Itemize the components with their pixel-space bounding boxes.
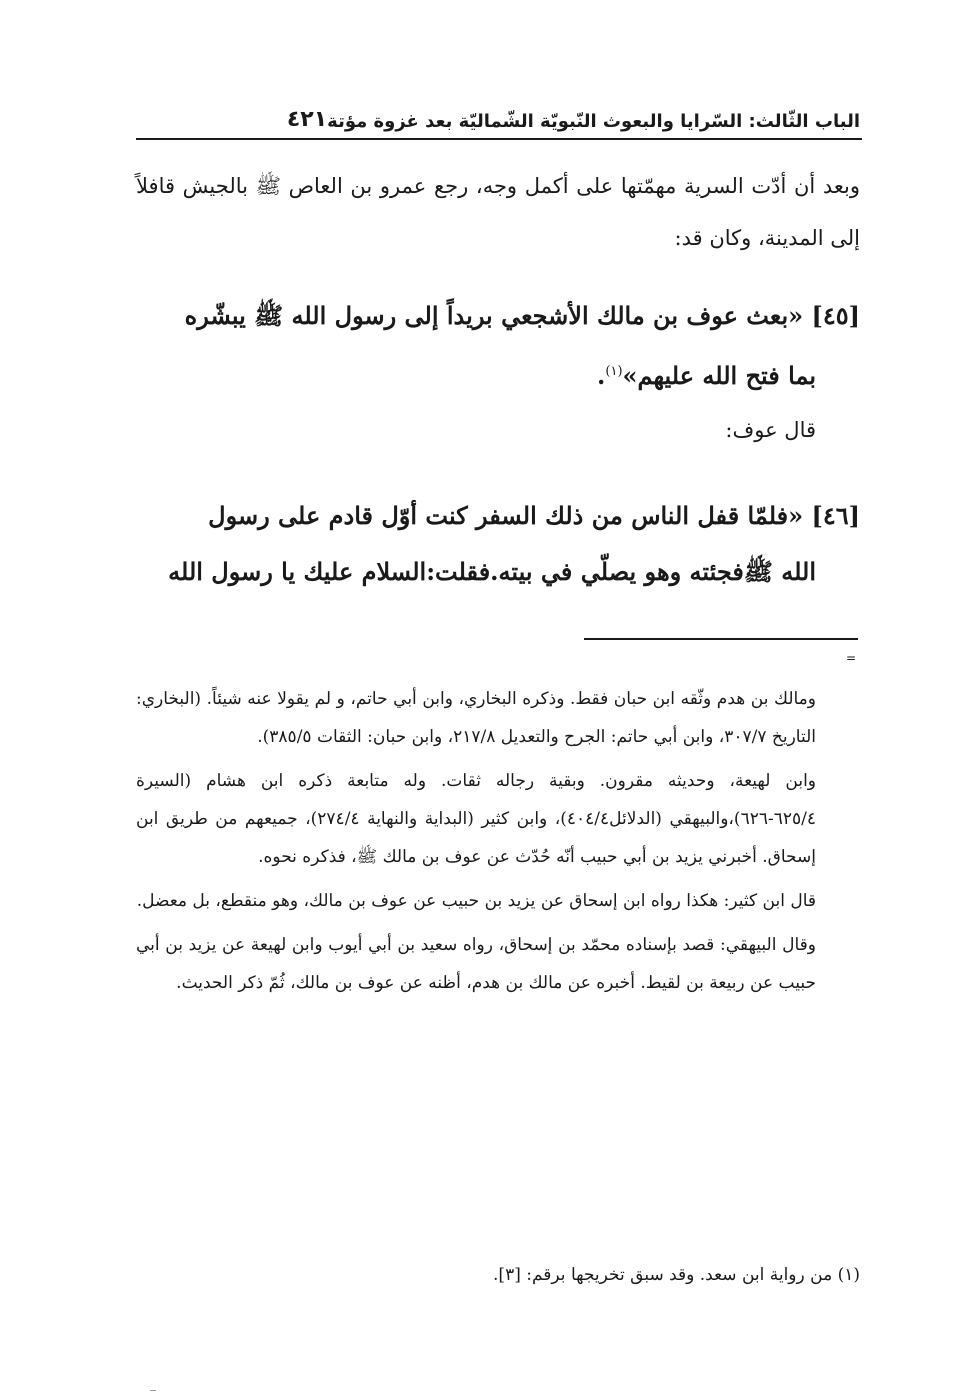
hadith-text-line1: «بعث عوف بن مالك الأشجعي بريداً إلى رسول الله ﷺ يبشّره [184, 301, 804, 330]
hadith-end: . [597, 361, 606, 390]
footnote-continued-mark: = [846, 651, 857, 665]
hadith-continuation [136, 344, 860, 404]
footnote-1-text: (١) من رواية ابن سعد. وقد سبق تخريجها برقم: [٣]. [493, 1265, 860, 1285]
footnote-paragraph: وابن لهيعة، وحديثه مقرون. وبقية رجاله ثقات. وله متابعة ذكره ابن هشام (السيرة ٦٢٥/٤-٦٢٦)،والبيهقي (الدلائل٤٠٤/٤)، وابن كثير (البداية والنهاية ٢٧٤/٤)، جميعهم من طريق ابن إسحاق. أخبرني يزيد بن أبي حبيب أنّه حُدّث عن عوف بن مالك ﷺ، فذكره نحوه. [136, 771, 816, 867]
chapter-title: الباب الثّالث: السّرايا والبعوث النّبويّة الشّماليّة بعد غزوة مؤتة [327, 111, 860, 132]
header-divider [136, 138, 862, 140]
hadith-46 [136, 488, 860, 600]
footnote-divider [584, 638, 858, 640]
footnote-paragraph: قال ابن كثير: هكذا رواه ابن إسحاق عن يزيد بن حبيب عن عوف بن مالك، وهو منقطع، بل معضل. [136, 891, 816, 911]
page-number: ٤٢١ [286, 107, 328, 132]
narrator-said-text: قال عوف: [725, 418, 816, 442]
hadith-text-line2: بما فتح الله عليهم» [622, 361, 816, 390]
hadith-45 [136, 288, 860, 404]
footnotes-block [136, 680, 816, 1008]
intro-paragraph [136, 160, 860, 264]
intro-text: وبعد أن أدّت السرية مهمّتها على أكمل وجه، رجع عمرو بن العاص ﷺ بالجيش قافلاً إلى المدينة، وكان قد: [136, 174, 860, 250]
footnote-paragraph: وقال البيهقي: قصد بإسناده محمّد بن إسحاق، رواه سعيد بن أبي أيوب وابن لهيعة عن يزيد بن أبي حبيب عن ربيعة بن لقيط. أخبره عن مالك بن هدم، أظنه عن عوف بن مالك، ثُمّ ذكر الحديث. [136, 935, 816, 993]
running-header [136, 92, 860, 132]
hadith-text-line1: «فلمّا قفل الناس من ذلك السفر كنت أوّل قادم على رسول [208, 501, 804, 530]
hadith-text-line2: الله ﷺفجئته وهو يصلّي في بيته.فقلت:السلام عليك يا رسول الله [168, 557, 816, 586]
scan-speck [150, 1390, 156, 1391]
footnote-reference[interactable]: (١) [605, 364, 623, 379]
footnote-1 [136, 1256, 860, 1294]
narrator-said [136, 410, 816, 450]
hadith-continuation [136, 544, 860, 600]
footnote-paragraph: ومالك بن هدم وثّقه ابن حبان فقط. وذكره البخاري، وابن أبي حاتم، و لم يقولا عنه شيئاً. (البخاري: التاريخ ٣٠٧/٧، وابن أبي حاتم: الجرح والتعديل ٢١٧/٨، وابن حبان: الثقات ٣٨٥/٥). [136, 689, 816, 747]
hadith-number: [٤٥] [811, 301, 860, 330]
hadith-number: [٤٦] [811, 501, 860, 530]
